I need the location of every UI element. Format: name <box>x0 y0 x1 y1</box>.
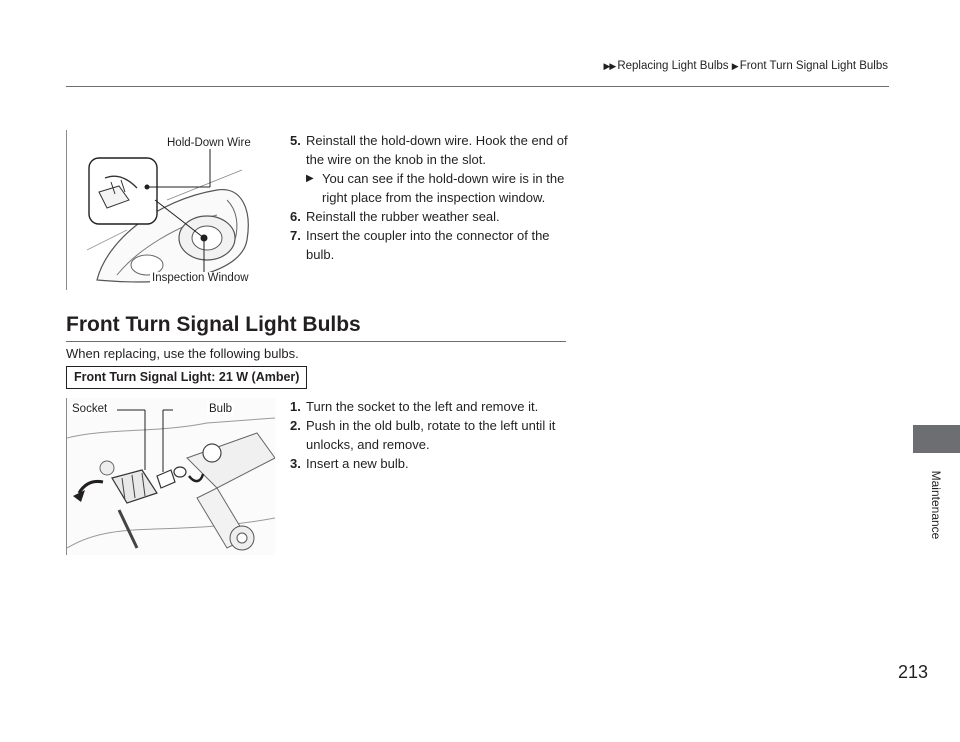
step-number: 7. <box>290 228 301 243</box>
hold-down-wire-label: Hold-Down Wire <box>167 137 251 149</box>
step-text: Turn the socket to the left and remove it. <box>306 399 539 414</box>
bulb-spec-box: Front Turn Signal Light: 21 W (Amber) <box>66 366 307 389</box>
step-number: 5. <box>290 133 301 148</box>
steps-list-bottom <box>290 397 580 473</box>
socket-label: Socket <box>72 403 108 415</box>
step-7 <box>290 226 580 264</box>
step-number: 6. <box>290 209 301 224</box>
step-text: Reinstall the rubber weather seal. <box>306 209 500 224</box>
triangle-icon: ▶ <box>731 61 738 71</box>
step-6 <box>290 207 580 226</box>
step-text: Reinstall the hold-down wire. Hook the end of the wire on the knob in the slot. <box>306 133 568 167</box>
breadcrumb-item[interactable]: Replacing Light Bulbs <box>617 60 729 72</box>
note-text: You can see if the hold-down wire is in the right place from the inspection window. <box>322 171 565 205</box>
chapter-label-text: Maintenance <box>929 470 943 540</box>
page-number: 213 <box>897 662 928 682</box>
step-1 <box>290 397 580 416</box>
steps-list-top <box>290 131 580 264</box>
headlight-illustration <box>67 130 275 290</box>
step-number: 3. <box>290 456 301 471</box>
chapter-tab[interactable] <box>913 425 960 453</box>
step-5 <box>290 131 580 169</box>
turn-signal-figure <box>66 398 275 555</box>
turn-signal-illustration <box>67 398 275 555</box>
section-intro: When replacing, use the following bulbs. <box>66 346 299 361</box>
note-arrow-icon: ▶ <box>306 173 314 184</box>
section-title: Front Turn Signal Light Bulbs <box>66 313 361 336</box>
breadcrumb-item[interactable]: Front Turn Signal Light Bulbs <box>739 60 888 72</box>
bulb-label: Bulb <box>209 403 233 415</box>
step-number: 2. <box>290 418 301 433</box>
step-text: Insert a new bulb. <box>306 456 409 471</box>
step-3 <box>290 454 580 473</box>
header-divider <box>66 86 889 87</box>
inspection-window-label: Inspection Window <box>152 272 249 284</box>
headlight-figure <box>66 130 275 290</box>
step-number: 1. <box>290 399 301 414</box>
breadcrumb <box>603 60 888 72</box>
step-2 <box>290 416 580 454</box>
step-text: Insert the coupler into the connector of the bulb. <box>306 228 550 262</box>
section-divider <box>66 341 566 342</box>
chapter-label <box>906 470 960 540</box>
double-triangle-icon: ▶▶ <box>603 61 616 71</box>
step-text: Push in the old bulb, rotate to the left until it unlocks, and remove. <box>306 418 556 452</box>
step-note <box>290 169 580 207</box>
